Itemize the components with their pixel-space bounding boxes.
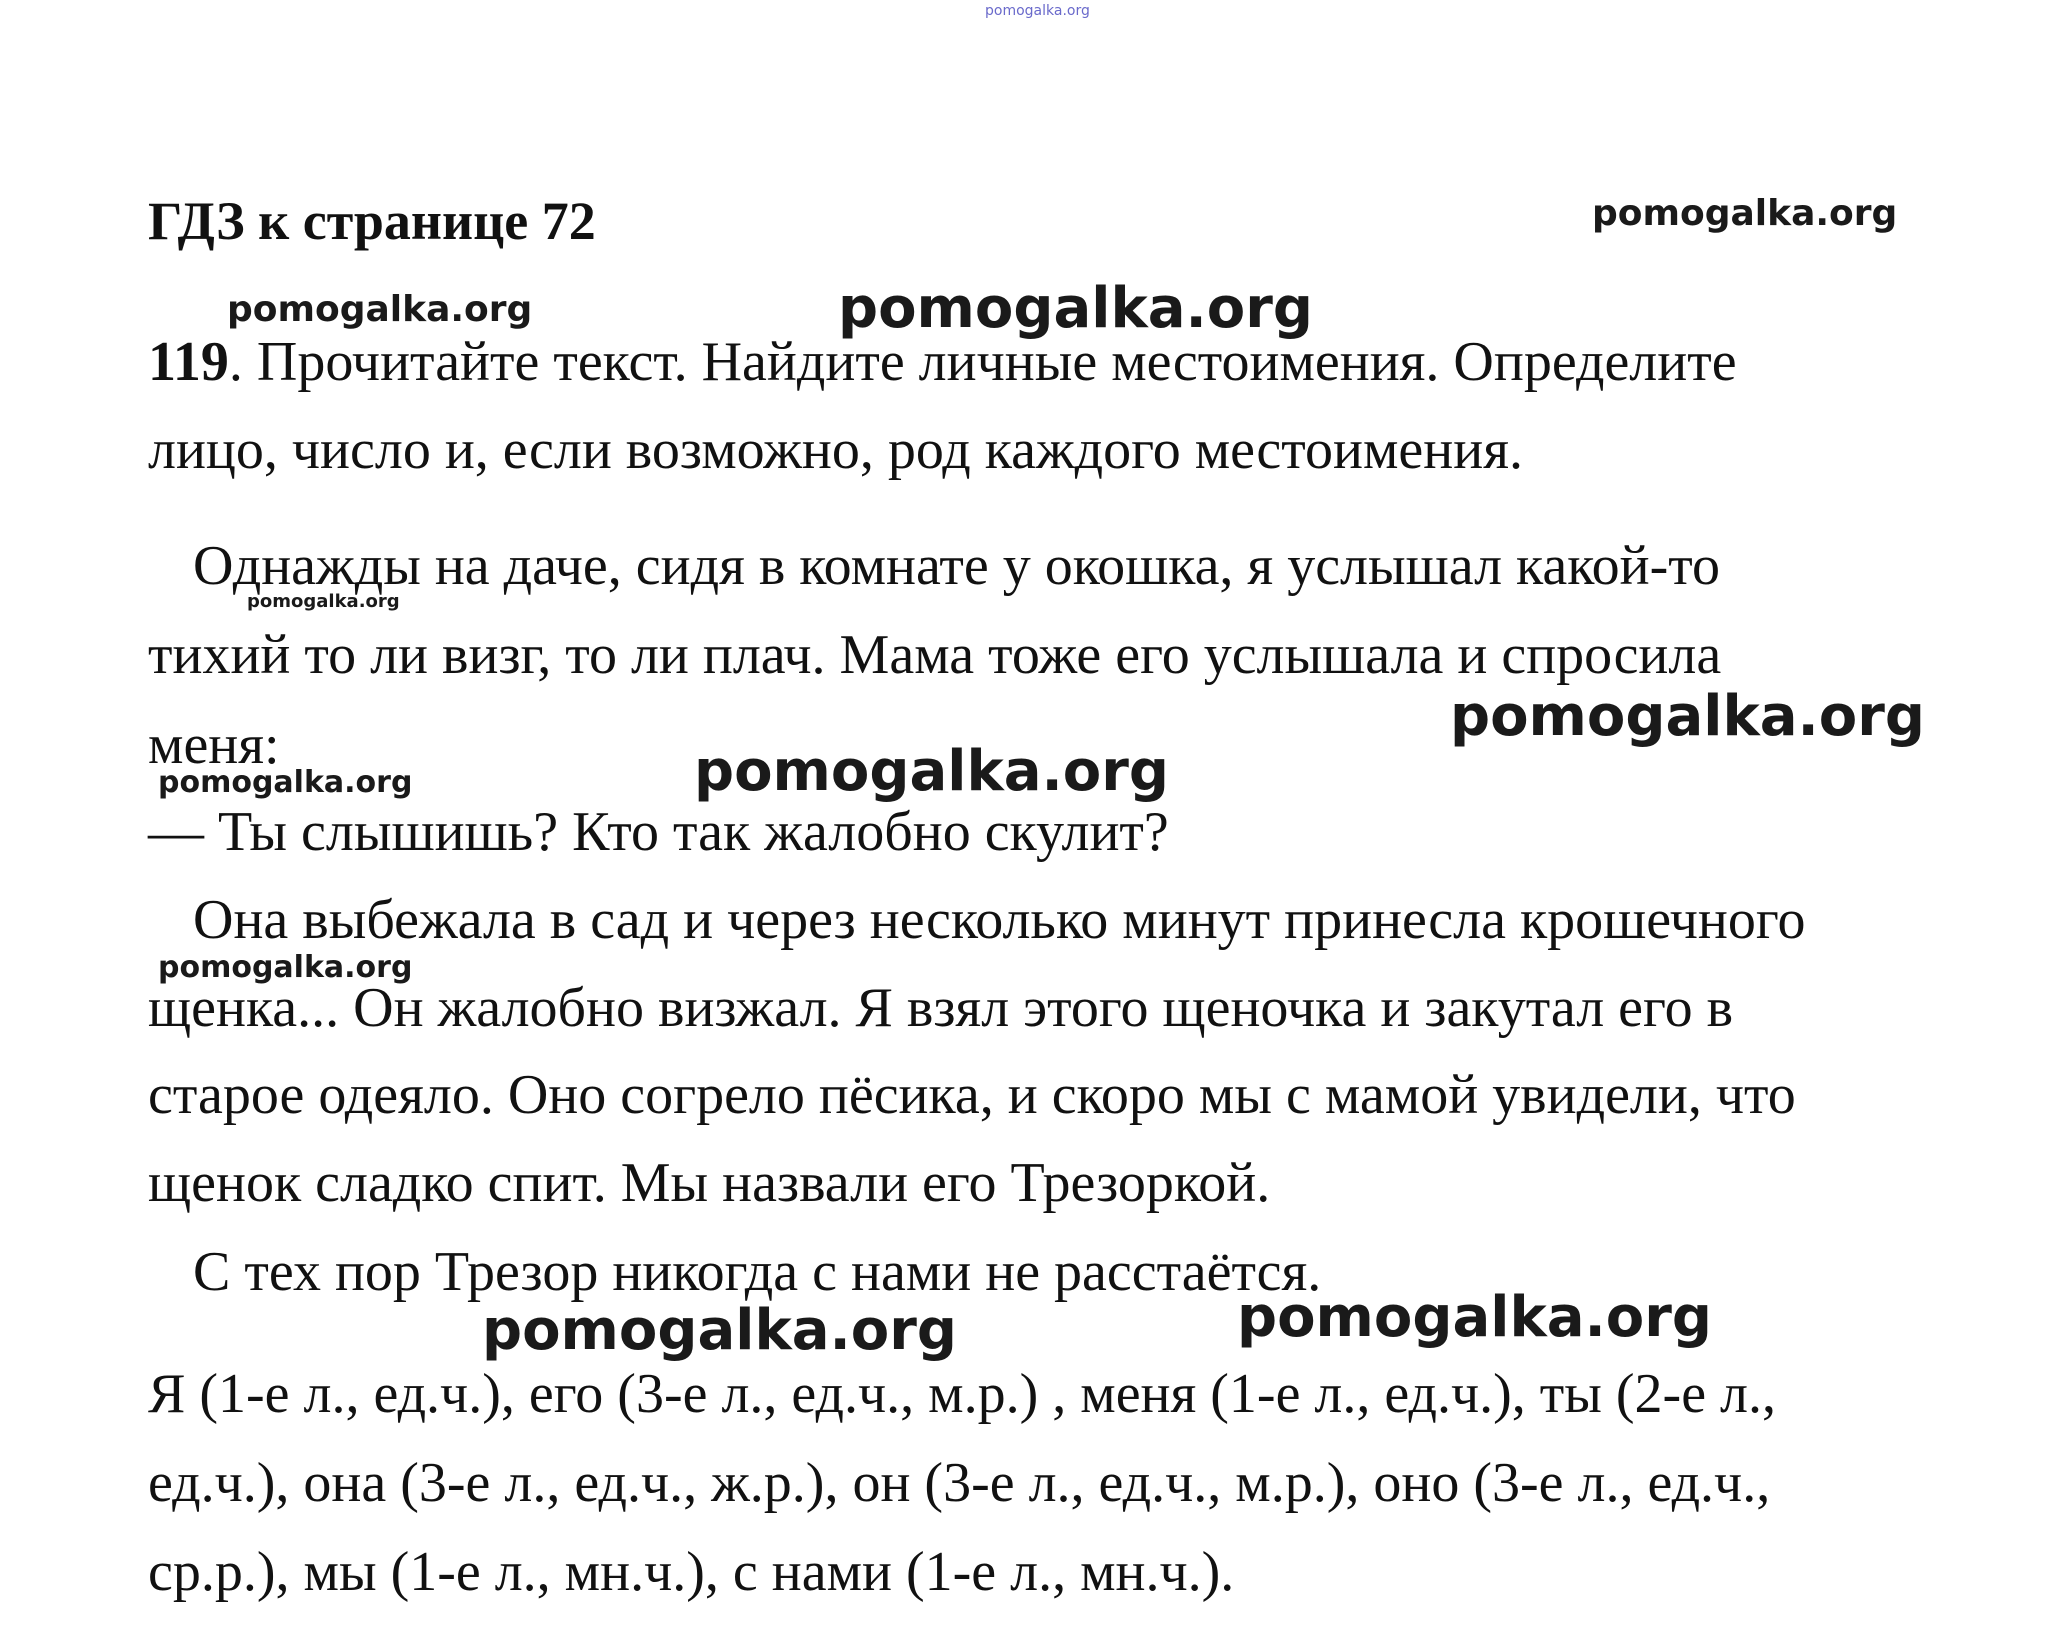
answer-line-1: Я (1-е л., ед.ч.), его (3-е л., ед.ч., м.р.) , меня (1-е л., ед.ч.), ты (2-е л., <box>148 1363 1776 1425</box>
text-line-2: тихий то ли визг, то ли плач. Мама тоже его услышала и спросила <box>148 624 1722 686</box>
watermark-text-1: pomogalka.org <box>247 591 400 612</box>
text-line-6: щенка... Он жалобно визжал. Я взял этого щеночка и закутал его в <box>148 977 1734 1039</box>
watermark-answer-right: pomogalka.org <box>1237 1285 1712 1350</box>
page-title: ГДЗ к странице 72 <box>148 191 596 251</box>
watermark-answer-left: pomogalka.org <box>482 1298 957 1363</box>
text-line-8: щенок сладко спит. Мы назвали его Трезоркой. <box>148 1152 1271 1214</box>
watermark-task-center: pomogalka.org <box>838 276 1313 341</box>
task-number: 119 <box>148 331 229 393</box>
task-instruction-line-1 <box>148 331 1737 393</box>
text-line-9: С тех пор Трезор никогда с нами не расстаётся. <box>193 1241 1322 1303</box>
task-instruction-text: . Прочитайте текст. Найдите личные местоимения. Определите <box>228 331 1737 393</box>
text-line-5: Она выбежала в сад и через несколько минут принесла крошечного <box>193 889 1806 951</box>
watermark-text-right: pomogalka.org <box>1450 684 1925 749</box>
text-line-3: меня: <box>148 714 280 776</box>
text-line-1: Однажды на даче, сидя в комнате у окошка, я услышал какой-то <box>193 535 1720 597</box>
answer-line-2: ед.ч.), она (3-е л., ед.ч., ж.р.), он (3-е л., ед.ч., м.р.), оно (3-е л., ед.ч., <box>148 1452 1771 1514</box>
task-instruction-line-2: лицо, число и, если возможно, род каждого местоимения. <box>148 419 1523 481</box>
text-line-4: — Ты слышишь? Кто так жалобно скулит? <box>148 801 1169 863</box>
watermark-text-center: pomogalka.org <box>694 739 1169 804</box>
watermark-header-right: pomogalka.org <box>1592 193 1898 234</box>
watermark-text-2: pomogalka.org <box>158 765 413 800</box>
answer-line-3: ср.р.), мы (1-е л., мн.ч.), с нами (1-е л., мн.ч.). <box>148 1541 1235 1603</box>
text-line-7: старое одеяло. Оно согрело пёсика, и скоро мы с мамой увидели, что <box>148 1064 1796 1126</box>
watermark-top: pomogalka.org <box>985 3 1090 19</box>
watermark-text-3: pomogalka.org <box>158 950 413 985</box>
watermark-task-left: pomogalka.org <box>227 289 533 330</box>
